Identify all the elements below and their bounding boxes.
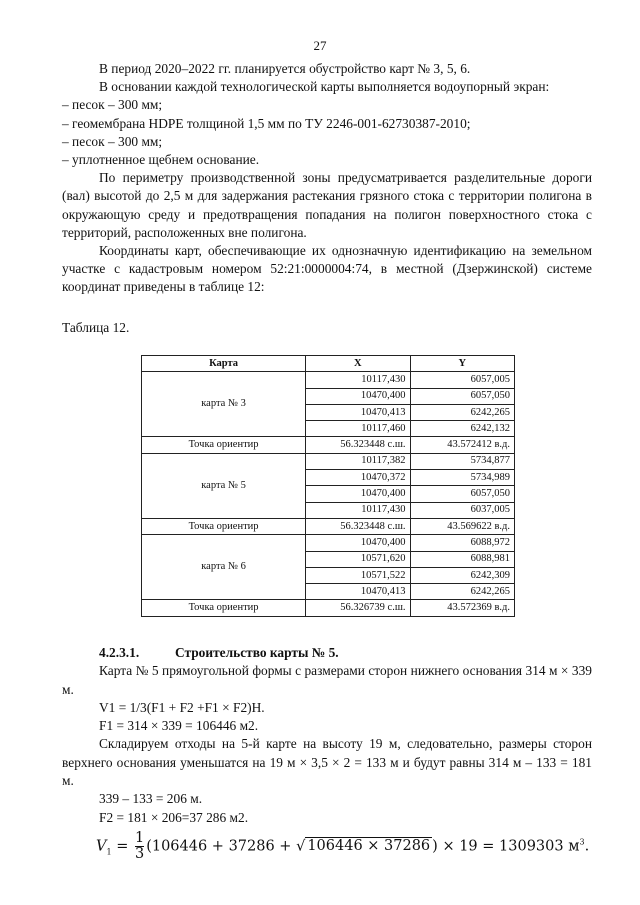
- x-cell: 10117,430: [306, 502, 410, 518]
- section-title: Строительство карты № 5.: [175, 645, 339, 660]
- list-item-sand-1: – песок – 300 мм;: [62, 97, 163, 113]
- paragraph-period: В период 2020–2022 гг. планируется обустройство карт № 3, 5, 6.: [99, 61, 471, 76]
- table-row: [142, 535, 515, 551]
- x-cell: 10470,400: [306, 486, 410, 502]
- coordinates-table: [141, 355, 515, 617]
- paragraph-base-screen: В основании каждой технологической карты выполняется водоупорный экран:: [99, 79, 550, 95]
- y-cell: 6242,132: [410, 421, 514, 437]
- orient-lat-cell: 56.323448 с.ш.: [306, 437, 410, 453]
- orient-row: [142, 600, 515, 616]
- orient-label-cell: Точка ориентир: [142, 437, 306, 453]
- y-cell: 6242,309: [410, 567, 514, 583]
- x-cell: 10470,413: [306, 584, 410, 600]
- formula-close: ) × 19 = 1309303 м: [432, 838, 580, 855]
- y-cell: 6242,265: [410, 584, 514, 600]
- orient-lat-cell: 56.326739 с.ш.: [306, 600, 410, 616]
- paragraph-dimensions: Карта № 5 прямоугольной формы с размерами сторон нижнего основания 314 м × 339 м.: [62, 663, 592, 697]
- y-cell: 5734,989: [410, 470, 514, 486]
- formula-f1: F1 = 314 × 339 = 106446 м2.: [99, 718, 259, 734]
- y-cell: 6057,050: [410, 388, 514, 404]
- paragraph-height: Складируем отходы на 5-й карте на высоту 19 м, следовательно, размеры сторон верхнего основания уменьшатся на 19 м × 3,5 × 2 = 133 м и будут равны 314 м – 133 = 181 м.: [62, 736, 592, 789]
- y-cell: 6057,005: [410, 372, 514, 388]
- formula-fraction: [135, 831, 144, 862]
- y-cell: 6088,972: [410, 535, 514, 551]
- formula-lhs-sub: 1: [106, 847, 112, 857]
- header-x: X: [306, 356, 410, 372]
- x-cell: 10117,430: [306, 372, 410, 388]
- fraction-numerator: 1: [134, 829, 145, 846]
- y-cell: 6088,981: [410, 551, 514, 567]
- y-cell: 6242,265: [410, 404, 514, 420]
- section-number: 4.2.3.1.: [99, 645, 140, 660]
- formula-radicand: 106446 × 37286: [307, 838, 431, 855]
- y-cell: 5734,877: [410, 453, 514, 469]
- formula-f2: F2 = 181 × 206=37 286 м2.: [99, 809, 249, 825]
- section-map-5: [62, 644, 592, 862]
- paragraph-perimeter: По периметру производственной зоны предусматривается разделительные дороги (вал) высотой до 2,5 м для задержания растекания грязного стока с территории полигона в окружающую среду и предотвращения попадания на полигон поверхностного стока с территорий, расположенных вне полигона.: [62, 170, 592, 240]
- orient-label-cell: Точка ориентир: [142, 518, 306, 534]
- x-cell: 10470,372: [306, 470, 410, 486]
- formula-end: .: [584, 838, 590, 855]
- list-item-sand-2: – песок – 300 мм;: [62, 133, 163, 149]
- header-y: Y: [410, 356, 514, 372]
- formula-eq: =: [116, 838, 129, 855]
- x-cell: 10470,400: [306, 388, 410, 404]
- orient-label-cell: Точка ориентир: [142, 600, 306, 616]
- orient-lon-cell: 43.572369 в.д.: [410, 600, 514, 616]
- orient-row: [142, 518, 515, 534]
- y-cell: 6057,050: [410, 486, 514, 502]
- calc-width: 339 – 133 = 206 м.: [99, 791, 203, 807]
- section-heading: [62, 644, 592, 662]
- x-cell: 10117,382: [306, 453, 410, 469]
- list-item-base: – уплотненное щебнем основание.: [62, 152, 260, 168]
- final-volume-formula: [62, 831, 592, 862]
- formula-volume: V1 = 1/3(F1 + F2 +F1 × F2)H.: [99, 699, 265, 715]
- formula-unit-power: 3: [579, 837, 585, 847]
- orient-lat-cell: 56.323448 с.ш.: [306, 518, 410, 534]
- page-number: 27: [313, 38, 327, 53]
- map-name-cell: карта № 3: [142, 372, 306, 437]
- paragraph-coordinates: Координаты карт, обеспечивающие их однозначную идентификацию на земельном участке с кадастровым номером 52:21:0000004:74, в местной (Дзержинской) системе координат приведены в таблице 12:: [62, 243, 592, 295]
- x-cell: 10571,522: [306, 567, 410, 583]
- formula-lhs: V: [96, 838, 107, 855]
- x-cell: 10117,460: [306, 421, 410, 437]
- sqrt-icon: √: [296, 838, 306, 855]
- orient-lon-cell: 43.569622 в.д.: [410, 518, 514, 534]
- table-row: [142, 372, 515, 388]
- orient-lon-cell: 43.572412 в.д.: [410, 437, 514, 453]
- map-name-cell: карта № 6: [142, 535, 306, 600]
- table-caption: Таблица 12.: [62, 320, 130, 335]
- formula-open: (106446 + 37286 +: [146, 838, 297, 855]
- orient-row: [142, 437, 515, 453]
- table-header-row: [142, 356, 515, 372]
- list-item-geomembrane: – геомембрана HDPE толщиной 1,5 мм по ТУ 2246-001-62730387-2010;: [62, 115, 471, 131]
- body-text: [62, 60, 592, 297]
- map-name-cell: карта № 5: [142, 453, 306, 518]
- x-cell: 10470,400: [306, 535, 410, 551]
- y-cell: 6037,005: [410, 502, 514, 518]
- header-map: Карта: [142, 356, 306, 372]
- fraction-denominator: 3: [134, 845, 145, 862]
- x-cell: 10470,413: [306, 404, 410, 420]
- table-row: [142, 453, 515, 469]
- x-cell: 10571,620: [306, 551, 410, 567]
